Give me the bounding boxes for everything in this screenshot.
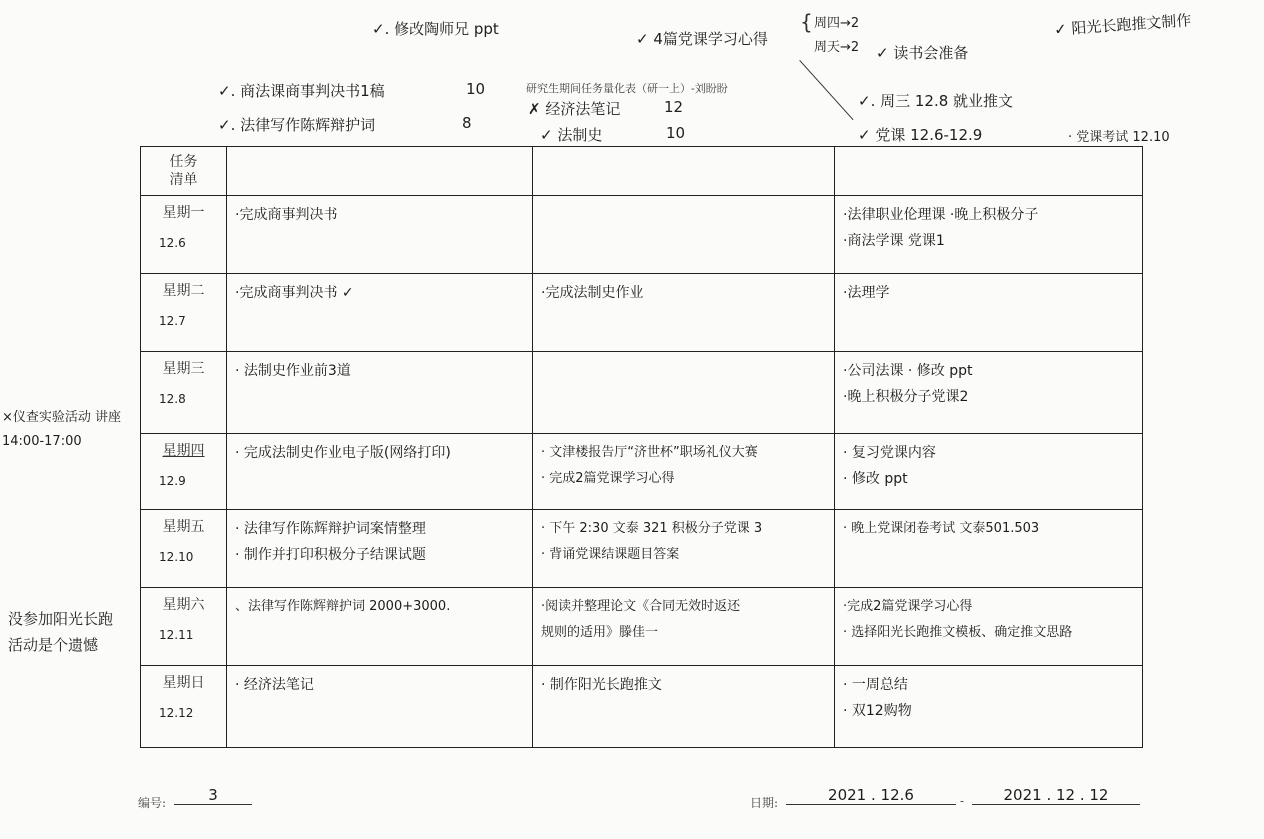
task-item: · 完成2篇党课学习心得 [541, 471, 675, 486]
date-label: 12.12 [159, 706, 194, 720]
note-reading-prep: ✓ 读书会准备 [876, 44, 969, 62]
note-party-exam: · 党课考试 12.10 [1068, 130, 1170, 145]
note-econ-notes: ✗ 经济法笔记 [528, 100, 621, 118]
date-label: 12.9 [159, 474, 186, 488]
table-row [141, 510, 1143, 588]
task-cell [227, 434, 533, 510]
task-item: · 背诵党课结课题目答案 [541, 547, 680, 562]
task-item: ·完成商事判决书 [235, 207, 338, 223]
task-item: · 双12购物 [843, 703, 912, 719]
task-item: · 一周总结 [843, 677, 908, 693]
note-legal-history: ✓ 法制史 [540, 126, 603, 144]
number-label: 编号: [138, 796, 167, 810]
note-edit-ppt: ✓. 修改陶师兄 ppt [372, 20, 499, 38]
table-row [141, 352, 1143, 434]
task-item: · 法律写作陈辉辩护词案情整理 [235, 521, 426, 537]
task-cell [835, 274, 1143, 352]
task-item: 、法律写作陈辉辩护词 2000+3000. [235, 599, 451, 614]
note-econ-notes-num: 12 [664, 98, 684, 116]
day-cell [141, 588, 227, 666]
header-empty-cell [227, 147, 533, 196]
task-table [140, 146, 1143, 748]
task-cell [533, 196, 835, 274]
table-row [141, 196, 1143, 274]
date-label: 日期: [750, 796, 779, 810]
task-cell [533, 274, 835, 352]
task-cell [835, 196, 1143, 274]
task-cell [227, 666, 533, 748]
printed-title: 研究生期间任务量化表（研一上）-刘盼盼 [526, 82, 728, 95]
connector-stroke [799, 60, 853, 120]
task-item: · 下午 2:30 文泰 321 积极分子党课 3 [541, 521, 763, 536]
task-cell [227, 274, 533, 352]
task-item: · 经济法笔记 [235, 677, 314, 693]
task-item: ·完成2篇党课学习心得 [843, 599, 973, 614]
header-empty-cell [835, 147, 1143, 196]
day-cell [141, 666, 227, 748]
task-cell [835, 510, 1143, 588]
note-wed-push: ✓. 周三 12.8 就业推文 [858, 92, 1014, 110]
date-label: 12.10 [159, 550, 194, 564]
note-party-course: ✓ 党课 12.6-12.9 [858, 126, 983, 144]
task-item: · 制作阳光长跑推文 [541, 677, 662, 693]
task-cell [227, 352, 533, 434]
header-empty-cell [533, 147, 835, 196]
date-separator: - [960, 794, 965, 808]
table-row [141, 434, 1143, 510]
date-start: 2021 . 12.6 [786, 786, 956, 805]
table-row [141, 666, 1143, 748]
header-cell [141, 147, 227, 196]
task-item: ·晚上积极分子党课2 [843, 389, 969, 405]
table-row [141, 274, 1143, 352]
header-label: 任务 清单 [169, 154, 198, 188]
day-label: 星期四 [162, 443, 205, 459]
task-item: ·完成法制史作业 [541, 285, 644, 301]
task-cell [835, 352, 1143, 434]
day-cell [141, 274, 227, 352]
date-label: 12.8 [159, 392, 186, 406]
date-end: 2021 . 12 . 12 [972, 786, 1140, 805]
note-legal-writing: ✓. 法律写作陈辉辩护词 [218, 116, 376, 134]
day-cell [141, 352, 227, 434]
task-item: ·公司法课 · 修改 ppt [843, 363, 973, 379]
task-item: · 文津楼报告厅“济世杯”职场礼仪大赛 [541, 445, 758, 460]
note-party-notes: ✓ 4篇党课学习心得 [636, 30, 768, 48]
day-label: 星期六 [162, 597, 205, 613]
day-label: 星期五 [162, 519, 205, 535]
task-cell [835, 588, 1143, 666]
day-cell [141, 434, 227, 510]
task-cell [533, 434, 835, 510]
task-item: · 选择阳光长跑推文模板、确定推文思路 [843, 625, 1073, 640]
note-brace-thu: 周四→2 [814, 16, 860, 31]
note-sunshine-run: ✓ 阳光长跑推文制作 [1053, 11, 1192, 39]
note-commercial-law: ✓. 商法课商事判决书1稿 [218, 82, 385, 100]
day-label: 星期一 [162, 205, 205, 221]
task-cell [227, 196, 533, 274]
task-cell [533, 352, 835, 434]
task-item: ·法律职业伦理课 ·晚上积极分子 [843, 207, 1039, 223]
task-item: · 晚上党课闭卷考试 文泰501.503 [843, 521, 1040, 536]
note-commercial-law-num: 10 [466, 80, 486, 98]
task-item: ·阅读并整理论文《合同无效时返还 [541, 599, 741, 614]
task-cell [533, 510, 835, 588]
task-item: · 复习党课内容 [843, 445, 936, 461]
number-value: 3 [174, 786, 252, 805]
table-row [141, 588, 1143, 666]
task-item: ·完成商事判决书 ✓ [235, 285, 354, 301]
date-label: 12.6 [159, 236, 186, 250]
note-brace-sun: 周天→2 [814, 40, 860, 55]
brace-symbol: { [800, 10, 813, 34]
task-item: · 法制史作业前3道 [235, 363, 351, 379]
table-header-row [141, 147, 1143, 196]
day-cell [141, 196, 227, 274]
task-cell [533, 666, 835, 748]
task-cell [835, 666, 1143, 748]
day-label: 星期二 [162, 283, 205, 299]
task-item: · 修改 ppt [843, 471, 908, 487]
task-item: ·商法学课 党课1 [843, 233, 945, 249]
task-item: · 完成法制史作业电子版(网络打印) [235, 445, 451, 461]
date-label: 12.11 [159, 628, 194, 642]
day-label: 星期日 [162, 675, 205, 691]
side-note-regret: 没参加阳光长跑 活动是个遗憾 [8, 610, 114, 654]
task-item: · 制作并打印积极分子结课试题 [235, 547, 426, 563]
day-label: 星期三 [162, 361, 205, 377]
side-note-lab-lecture: ×仪查实验活动 讲座 14:00-17:00 [2, 410, 122, 449]
day-cell [141, 510, 227, 588]
note-legal-history-num: 10 [666, 124, 686, 142]
task-item: 规则的适用》滕佳一 [541, 625, 659, 640]
date-label: 12.7 [159, 314, 186, 328]
note-legal-writing-num: 8 [462, 114, 472, 132]
task-cell [227, 588, 533, 666]
task-cell [533, 588, 835, 666]
task-item: ·法理学 [843, 285, 890, 301]
task-cell [227, 510, 533, 588]
task-cell [835, 434, 1143, 510]
